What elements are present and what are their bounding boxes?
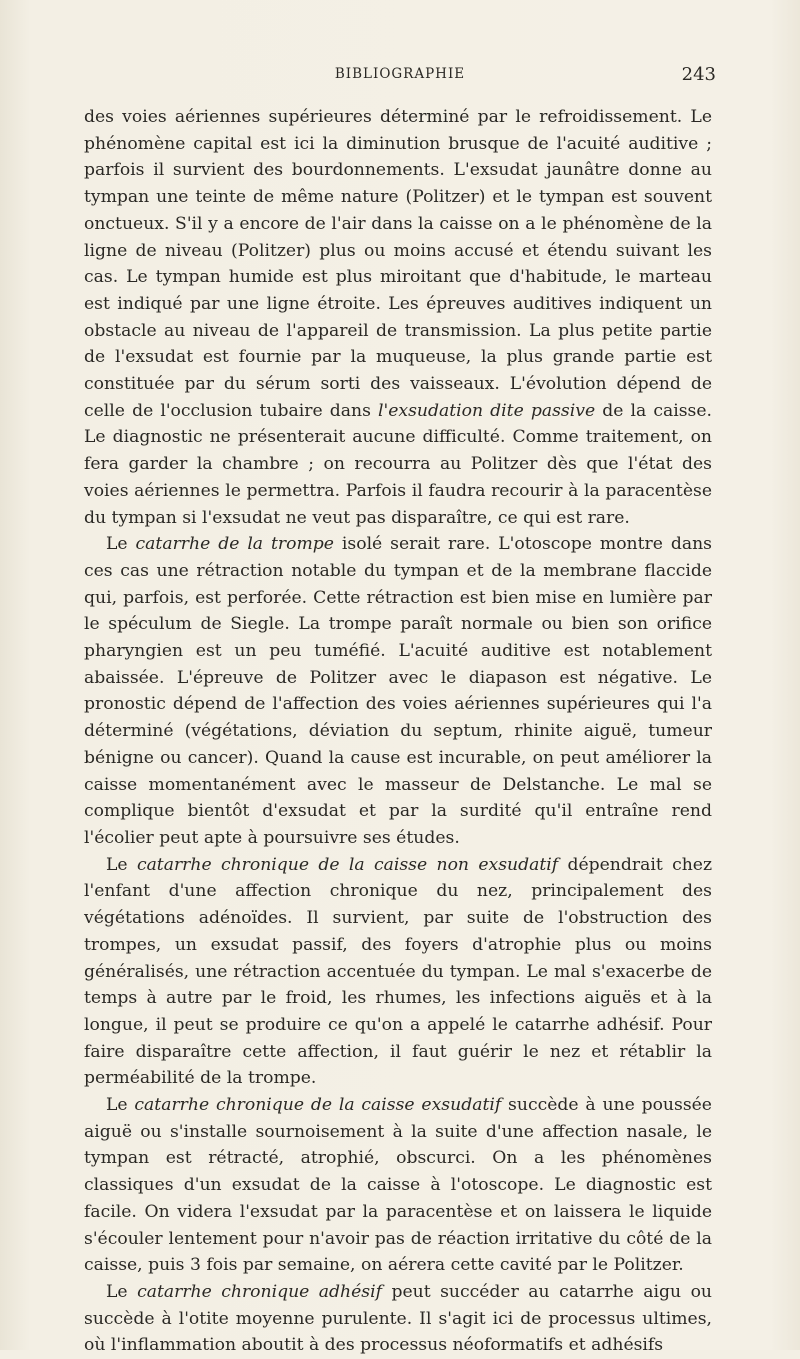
body-text — [84, 104, 712, 1359]
italic-term: catarrhe chronique de la caisse non exsudatif — [136, 854, 559, 875]
text-run: Le — [106, 1095, 135, 1116]
paragraph — [84, 1092, 712, 1279]
italic-term: catarrhe chronique de la caisse exsudatif — [134, 1095, 502, 1116]
text-run: succède à une poussée aiguë ou s'installe sournoisement à la suite d'une affection nasale, le tympan est rétracté, atrophié, obscurci. On a les phénomènes classiques d'un exsudat de la caisse à l'otoscope. Le diagnostic est facile. On videra l'exsudat par la paracentèse et on laissera le liquide s'écouler lentement pour n'avoir pas de réaction irritative du côté de la caisse, puis 3 fois par semaine, on aérera cette cavité par le Politzer. — [84, 1095, 712, 1276]
text-run: dépendrait chez l'enfant d'une affection chronique du nez, principalement des végétations adénoïdes. Il survient, par suite de l'obstruction des trompes, un exsudat passif, des foyers d'atrophie plus ou moins généralisés, une rétraction accentuée du tympan. Le mal s'exacerbe de temps à autre par le froid, les rhumes, les infections aiguës et à la longue, il peut se produire ce qu'on a appelé le catarrhe adhésif. Pour faire disparaître cette affection, il faut guérir le nez et rétablir la perméabilité de la trompe. — [84, 854, 712, 1089]
italic-term: catarrhe chronique adhésif — [137, 1281, 382, 1302]
text-run: isolé serait rare. L'otoscope montre dans ces cas une rétraction notable du tympan et de la membrane flaccide qui, parfois, est perforée. Cette rétraction est bien mise en lumière par le spéculum de Siegle. La trompe paraît normale ou bien son orifice pharyngien est un peu tuméfié. L'acuité auditive est notablement abaissée. L'épreuve de Politzer avec le diapason est négative. Le pronostic dépend de l'affection des voies aériennes supérieures qui l'a déterminé (végétations, déviation du septum, rhinite aiguë, tumeur bénigne ou cancer). Quand la cause est incurable, on peut améliorer la caisse momentanément avec le masseur de Delstanche. Le mal se complique bientôt d'exsudat et par la surdité qu'il entraîne rend l'écolier peut apte à poursuivre ses études. — [84, 534, 712, 848]
text-run: Le — [106, 534, 136, 555]
paragraph — [84, 531, 712, 851]
running-header — [84, 66, 716, 90]
paragraph — [84, 104, 712, 531]
running-title: BIBLIOGRAPHIE — [334, 66, 466, 82]
paragraph — [84, 852, 712, 1092]
text-run: peut succéder au catarrhe aigu ou succède à l'otite moyenne purulente. Il s'agit ici de processus ultimes, où l'inflammation aboutit à des processus néoformatifs et adhésifs — [84, 1281, 712, 1356]
text-run: Le — [106, 1281, 138, 1302]
text-run: des voies aériennes supérieures déterminé par le refroidissement. Le phénomène capital est ici la diminution brusque de l'acuité auditive ; parfois il survient des bourdonnements. L'exsudat jaunâtre donne au tympan une teinte de même nature (Politzer) et le tympan est souvent onctueux. S'il y a encore de l'air dans la caisse on a le phénomène de la ligne de niveau (Politzer) plus ou moins accusé et étendu suivant les cas. Le tympan humide est plus miroitant que d'habitude, le marteau est indiqué par une ligne étroite. Les épreuves auditives indiquent un obstacle au niveau de l'appareil de transmission. La plus petite partie de l'exsudat est fournie par la muqueuse, la plus grande partie est constituée par du sérum sorti des vaisseaux. L'évolution dépend de celle de l'occlusion tubaire dans — [84, 107, 712, 421]
italic-term: l'exsudation dite passive — [378, 400, 596, 421]
italic-term: catarrhe de la trompe — [135, 534, 334, 555]
text-run: de la caisse. Le diagnostic ne présenterait aucune difficulté. Comme traitement, on fera garder la chambre ; on recourra au Politzer dès que l'état des voies aériennes le permettra. Parfois il faudra recourir à la paracentèse du tympan si l'exsudat ne veut pas disparaître, ce qui est rare. — [84, 400, 712, 528]
text-run: Le — [106, 854, 137, 875]
paragraph — [84, 1279, 712, 1359]
page-number: 243 — [681, 64, 716, 85]
